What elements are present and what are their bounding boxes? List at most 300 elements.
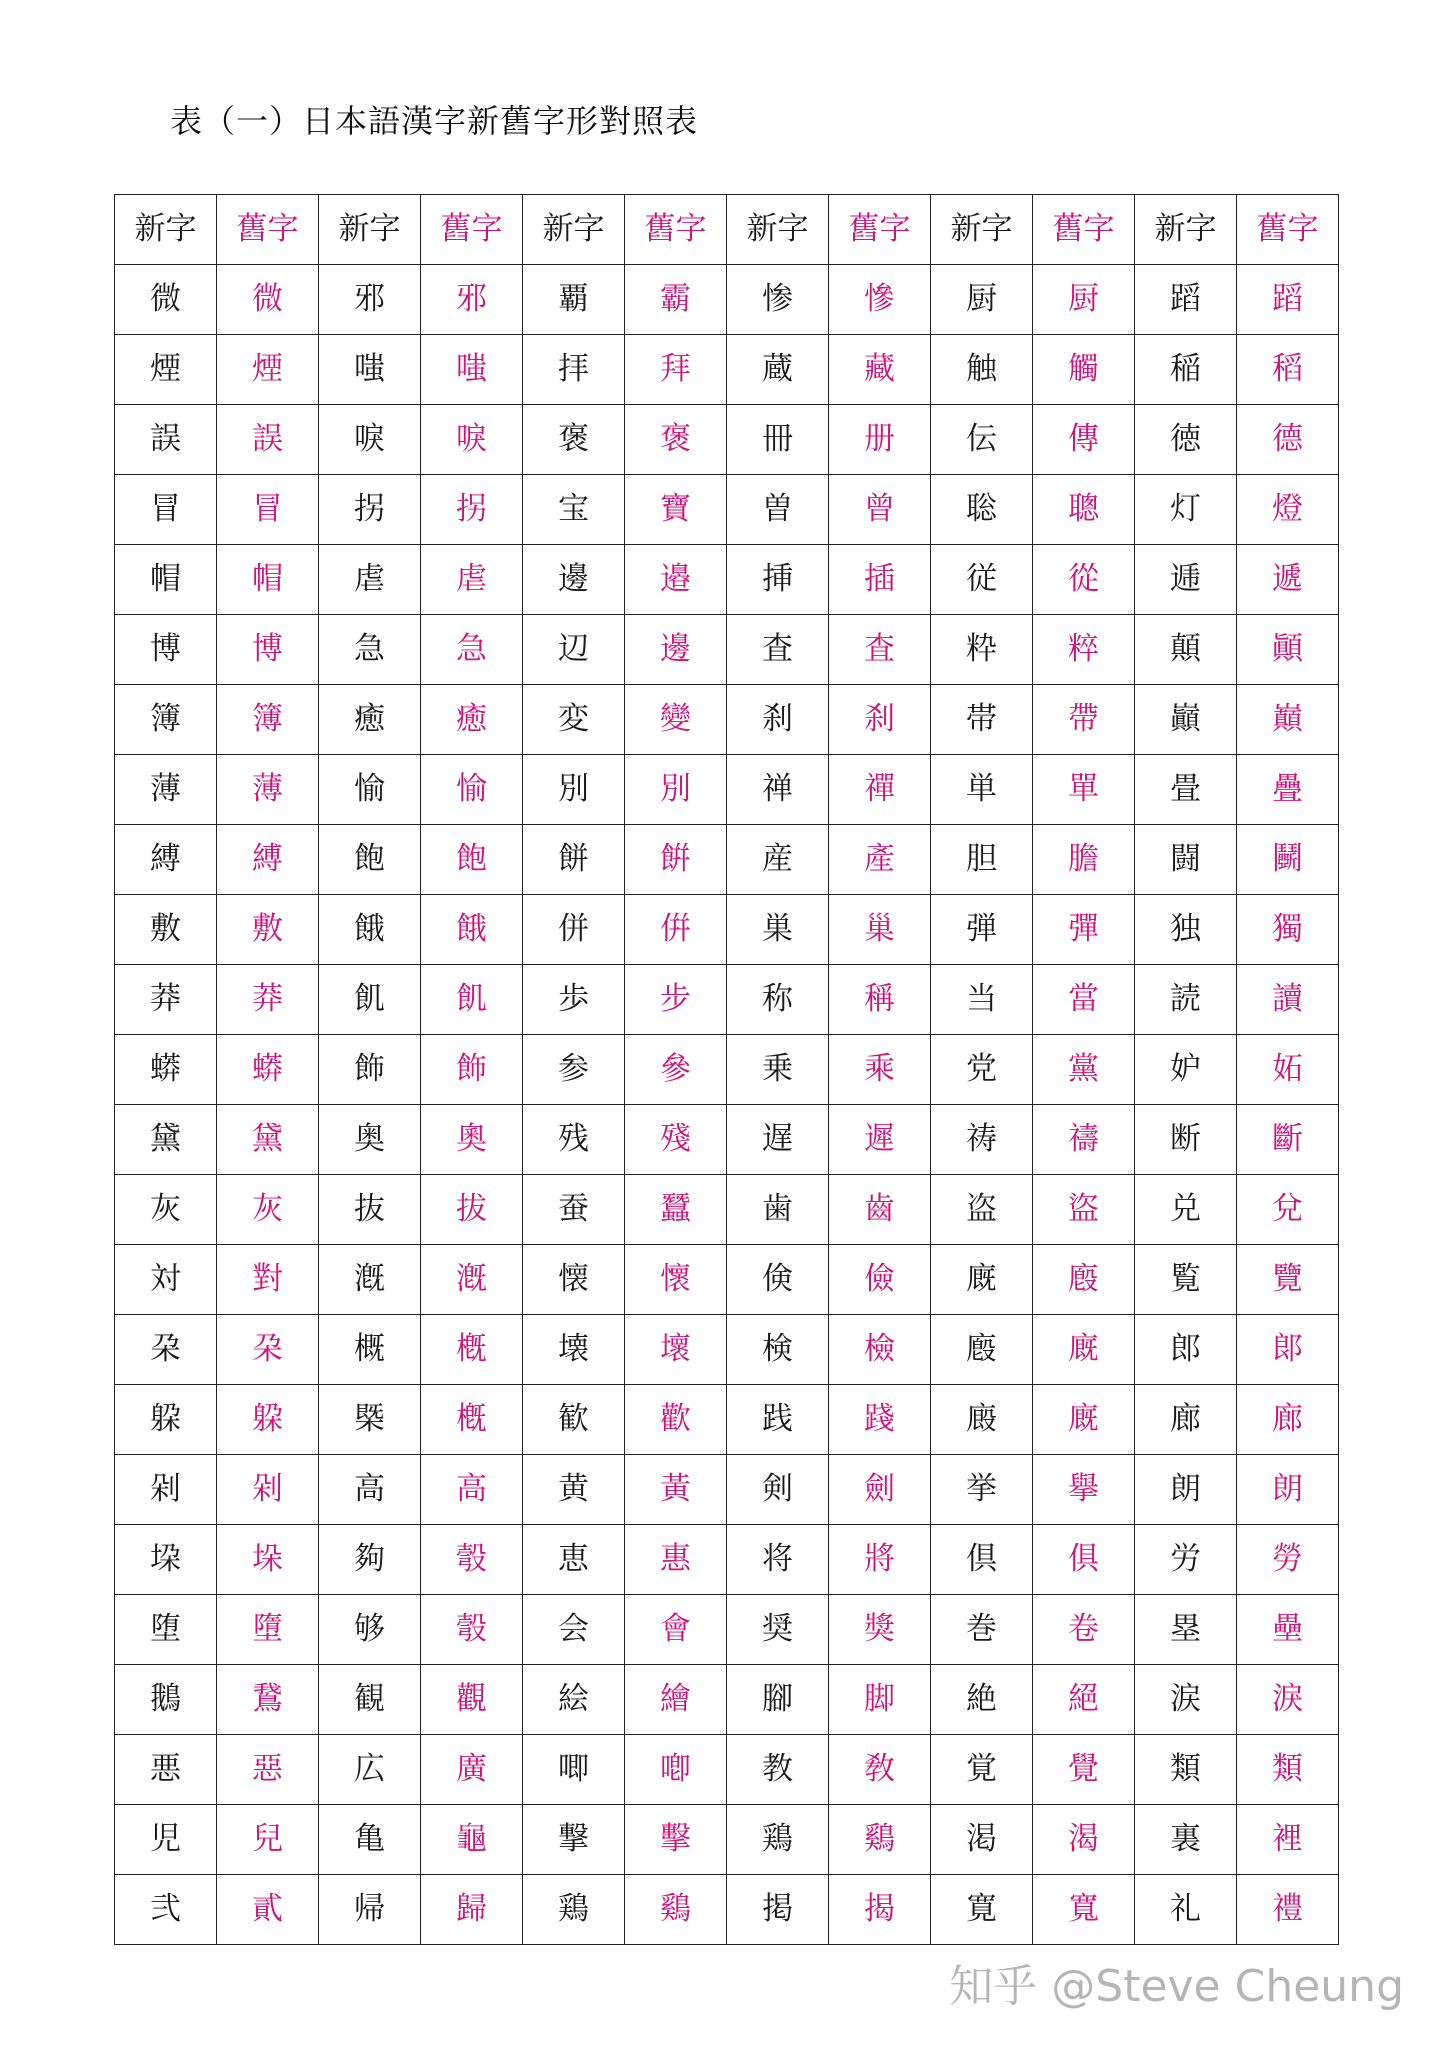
old-char-cell: 飢 [421,965,523,1035]
new-char-cell: 残 [523,1105,625,1175]
new-char-cell: 敷 [115,895,217,965]
old-char-cell: 奧 [421,1105,523,1175]
old-char-cell: 獨 [1237,895,1339,965]
new-char-cell: 冊 [727,405,829,475]
old-char-cell: 單 [1033,755,1135,825]
new-char-cell: 堕 [115,1595,217,1665]
new-char-cell: 槩 [319,1385,421,1455]
old-char-cell: 讀 [1237,965,1339,1035]
old-char-cell: 飾 [421,1035,523,1105]
old-char-cell: 墮 [217,1595,319,1665]
new-char-cell: 撃 [523,1805,625,1875]
old-char-cell: 稱 [829,965,931,1035]
old-char-cell: 册 [829,405,931,475]
table-row [115,1875,1339,1945]
new-char-cell: 塁 [1135,1595,1237,1665]
new-char-cell: 蚕 [523,1175,625,1245]
old-char-cell: 霸 [625,265,727,335]
new-char-cell: 盗 [931,1175,1033,1245]
old-char-cell: 拐 [421,475,523,545]
old-char-cell: 帶 [1033,685,1135,755]
new-char-cell: 邊 [523,545,625,615]
old-char-cell: 產 [829,825,931,895]
old-char-cell: 步 [625,965,727,1035]
new-char-cell: 類 [1135,1735,1237,1805]
table-row [115,685,1339,755]
old-char-cell: 擊 [625,1805,727,1875]
old-char-cell: 龜 [421,1805,523,1875]
new-char-cell: 当 [931,965,1033,1035]
old-char-cell: 邉 [625,545,727,615]
old-char-cell: 垛 [217,1525,319,1595]
header-new-char: 新字 [1135,195,1237,265]
new-char-cell: 博 [115,615,217,685]
new-char-cell: 蟒 [115,1035,217,1105]
old-char-cell: 蠶 [625,1175,727,1245]
new-char-cell: 兑 [1135,1175,1237,1245]
new-char-cell: 剣 [727,1455,829,1525]
page-title: 表（一）日本語漢字新舊字形對照表 [170,102,699,140]
old-char-cell: 淚 [1237,1665,1339,1735]
table-row [115,1315,1339,1385]
table-row [115,405,1339,475]
old-char-cell: 會 [625,1595,727,1665]
table-row [115,1735,1339,1805]
new-char-cell: 伝 [931,405,1033,475]
new-char-cell: 飽 [319,825,421,895]
new-char-cell: 礼 [1135,1875,1237,1945]
old-char-cell: 廣 [421,1735,523,1805]
new-char-cell: 郎 [1135,1315,1237,1385]
old-char-cell: 彈 [1033,895,1135,965]
new-char-cell: 倶 [931,1525,1033,1595]
new-char-cell: 帯 [931,685,1033,755]
old-char-cell: 寬 [1033,1875,1135,1945]
new-char-cell: 急 [319,615,421,685]
old-char-cell: 査 [829,615,931,685]
new-char-cell: 簿 [115,685,217,755]
old-char-cell: 揭 [829,1875,931,1945]
old-char-cell: 拔 [421,1175,523,1245]
new-char-cell: 断 [1135,1105,1237,1175]
old-char-cell: 漑 [421,1245,523,1315]
old-char-cell: 檢 [829,1315,931,1385]
header-new-char: 新字 [115,195,217,265]
old-char-cell: 廊 [1237,1385,1339,1455]
new-char-cell: 聡 [931,475,1033,545]
new-char-cell: 黛 [115,1105,217,1175]
new-char-cell: 嗤 [319,335,421,405]
new-char-cell: 漑 [319,1245,421,1315]
new-char-cell: 弾 [931,895,1033,965]
new-char-cell: 査 [727,615,829,685]
old-char-cell: 薄 [217,755,319,825]
new-char-cell: 厨 [931,265,1033,335]
old-char-cell: 覽 [1237,1245,1339,1315]
new-char-cell: 廏 [931,1315,1033,1385]
old-char-cell: 壘 [1237,1595,1339,1665]
new-char-cell: 餅 [523,825,625,895]
new-char-cell: 労 [1135,1525,1237,1595]
old-char-cell: 膽 [1033,825,1135,895]
watermark: 知乎 @Steve Cheung [949,1961,1404,2012]
old-char-cell: 妬 [1237,1035,1339,1105]
new-char-cell: 朶 [115,1315,217,1385]
old-char-cell: 縛 [217,825,319,895]
old-char-cell: 絕 [1033,1665,1135,1735]
new-char-cell: 巓 [1135,685,1237,755]
old-char-cell: 急 [421,615,523,685]
new-char-cell: 践 [727,1385,829,1455]
new-char-cell: 微 [115,265,217,335]
old-char-cell: 勞 [1237,1525,1339,1595]
old-char-cell: 惠 [625,1525,727,1595]
old-char-cell: 虐 [421,545,523,615]
old-char-cell: 獎 [829,1595,931,1665]
new-char-cell: 愉 [319,755,421,825]
new-char-cell: 裏 [1135,1805,1237,1875]
old-char-cell: 乘 [829,1035,931,1105]
new-char-cell: 惨 [727,265,829,335]
new-char-cell: 参 [523,1035,625,1105]
old-char-cell: 莽 [217,965,319,1035]
old-char-cell: 裡 [1237,1805,1339,1875]
new-char-cell: 亀 [319,1805,421,1875]
new-char-cell: 絵 [523,1665,625,1735]
new-char-cell: 薄 [115,755,217,825]
table-row [115,1105,1339,1175]
old-char-cell: 貳 [217,1875,319,1945]
old-char-cell: 帽 [217,545,319,615]
old-char-cell: 對 [217,1245,319,1315]
new-char-cell: 悪 [115,1735,217,1805]
new-char-cell: 恵 [523,1525,625,1595]
old-char-cell: 博 [217,615,319,685]
new-char-cell: 覇 [523,265,625,335]
table-row [115,1035,1339,1105]
new-char-cell: 児 [115,1805,217,1875]
new-char-cell: 弐 [115,1875,217,1945]
old-char-cell: 鵞 [217,1665,319,1735]
new-char-cell: 妒 [1135,1035,1237,1105]
new-char-cell: 胆 [931,825,1033,895]
new-char-cell: 産 [727,825,829,895]
old-char-cell: 敷 [217,895,319,965]
new-char-cell: 廐 [931,1245,1033,1315]
table-row [115,545,1339,615]
new-char-cell: 党 [931,1035,1033,1105]
old-char-cell: 朶 [217,1315,319,1385]
new-char-cell: 涙 [1135,1665,1237,1735]
new-char-cell: 鶏 [727,1805,829,1875]
table-row [115,1595,1339,1665]
old-char-cell: 歸 [421,1875,523,1945]
new-char-cell: 単 [931,755,1033,825]
new-char-cell: 歓 [523,1385,625,1455]
old-char-cell: 渴 [1033,1805,1135,1875]
new-char-cell: 虐 [319,545,421,615]
header-new-char: 新字 [319,195,421,265]
new-char-cell: 蹈 [1135,265,1237,335]
new-char-cell: 拝 [523,335,625,405]
old-char-cell: 繪 [625,1665,727,1735]
new-char-cell: 縛 [115,825,217,895]
new-char-cell: 乗 [727,1035,829,1105]
old-char-cell: 鷄 [829,1805,931,1875]
table-row [115,335,1339,405]
header-old-char: 舊字 [217,195,319,265]
old-char-cell: 變 [625,685,727,755]
new-char-cell: 廄 [931,1385,1033,1455]
new-char-cell: 飢 [319,965,421,1035]
old-char-cell: 從 [1033,545,1135,615]
old-char-cell: 禱 [1033,1105,1135,1175]
new-char-cell: 独 [1135,895,1237,965]
old-char-cell: 槪 [421,1385,523,1455]
new-char-cell: 畳 [1135,755,1237,825]
table-row [115,1245,1339,1315]
new-char-cell: 褒 [523,405,625,475]
new-char-cell: 巻 [931,1595,1033,1665]
new-char-cell: 夠 [319,1525,421,1595]
old-char-cell: 兒 [217,1805,319,1875]
new-char-cell: 顛 [1135,615,1237,685]
new-char-cell: 邪 [319,265,421,335]
old-char-cell: 儉 [829,1245,931,1315]
new-char-cell: 腳 [727,1665,829,1735]
old-char-cell: 邊 [625,615,727,685]
table-row [115,1665,1339,1735]
old-char-cell: 厨 [1033,265,1135,335]
old-char-cell: 廏 [1033,1245,1135,1315]
old-char-cell: 參 [625,1035,727,1105]
header-old-char: 舊字 [421,195,523,265]
old-char-cell: 顚 [1237,615,1339,685]
old-char-cell: 盜 [1033,1175,1135,1245]
old-char-cell: 蹈 [1237,265,1339,335]
table-row [115,265,1339,335]
old-char-cell: 類 [1237,1735,1339,1805]
new-char-cell: 併 [523,895,625,965]
old-char-cell: 別 [625,755,727,825]
old-char-cell: 卷 [1033,1595,1135,1665]
table-row [115,615,1339,685]
header-new-char: 新字 [523,195,625,265]
table-body [115,195,1339,1945]
table-row [115,755,1339,825]
new-char-cell: 巣 [727,895,829,965]
header-old-char: 舊字 [1237,195,1339,265]
new-char-cell: 稲 [1135,335,1237,405]
new-char-cell: 寛 [931,1875,1033,1945]
old-char-cell: 觸 [1033,335,1135,405]
old-char-cell: 壞 [625,1315,727,1385]
old-char-cell: 槪 [421,1315,523,1385]
table-row [115,825,1339,895]
header-old-char: 舊字 [829,195,931,265]
new-char-cell: 飾 [319,1035,421,1105]
old-char-cell: 嗤 [421,335,523,405]
header-new-char: 新字 [931,195,1033,265]
old-char-cell: 彀 [421,1595,523,1665]
old-char-cell: 鬭 [1237,825,1339,895]
old-char-cell: 將 [829,1525,931,1595]
header-old-char: 舊字 [1033,195,1135,265]
old-char-cell: 觀 [421,1665,523,1735]
new-char-cell: 鶏 [523,1875,625,1945]
table-row [115,1805,1339,1875]
new-char-cell: 従 [931,545,1033,615]
table-row [115,965,1339,1035]
new-char-cell: 覚 [931,1735,1033,1805]
new-char-cell: 廊 [1135,1385,1237,1455]
old-char-cell: 踐 [829,1385,931,1455]
old-char-cell: 覺 [1033,1735,1135,1805]
old-char-cell: 巢 [829,895,931,965]
old-char-cell: 喞 [625,1735,727,1805]
table-row [115,475,1339,545]
old-char-cell: 餓 [421,895,523,965]
new-char-cell: 歩 [523,965,625,1035]
old-char-cell: 齒 [829,1175,931,1245]
old-char-cell: 倂 [625,895,727,965]
old-char-cell: 灰 [217,1175,319,1245]
new-char-cell: 帽 [115,545,217,615]
old-char-cell: 煙 [217,335,319,405]
new-char-cell: 禅 [727,755,829,825]
new-char-cell: 剁 [115,1455,217,1525]
old-char-cell: 脚 [829,1665,931,1735]
old-char-cell: 邪 [421,265,523,335]
new-char-cell: 変 [523,685,625,755]
old-char-cell: 餠 [625,825,727,895]
new-char-cell: 観 [319,1665,421,1735]
old-char-cell: 褒 [625,405,727,475]
old-char-cell: 禪 [829,755,931,825]
new-char-cell: 渇 [931,1805,1033,1875]
new-char-cell: 祷 [931,1105,1033,1175]
old-char-cell: 遲 [829,1105,931,1175]
new-char-cell: 灰 [115,1175,217,1245]
old-char-cell: 拜 [625,335,727,405]
old-char-cell: 藏 [829,335,931,405]
old-char-cell: 聰 [1033,475,1135,545]
new-char-cell: 将 [727,1525,829,1595]
new-char-cell: 挙 [931,1455,1033,1525]
new-char-cell: 蔵 [727,335,829,405]
old-char-cell: 廐 [1033,1385,1135,1455]
old-char-cell: 冒 [217,475,319,545]
old-char-cell: 黨 [1033,1035,1135,1105]
old-char-cell: 誤 [217,405,319,475]
new-char-cell: 概 [319,1315,421,1385]
new-char-cell: 曽 [727,475,829,545]
old-char-cell: 劍 [829,1455,931,1525]
new-char-cell: 灯 [1135,475,1237,545]
new-char-cell: 広 [319,1735,421,1805]
new-char-cell: 躱 [115,1385,217,1455]
new-char-cell: 煙 [115,335,217,405]
new-char-cell: 懐 [523,1245,625,1315]
new-char-cell: 鵝 [115,1665,217,1735]
old-char-cell: 粹 [1033,615,1135,685]
character-comparison-table [114,194,1339,1945]
new-char-cell: 拐 [319,475,421,545]
new-char-cell: 壊 [523,1315,625,1385]
old-char-cell: 兌 [1237,1175,1339,1245]
new-char-cell: 闘 [1135,825,1237,895]
new-char-cell: 奥 [319,1105,421,1175]
table-row [115,1175,1339,1245]
new-char-cell: 触 [931,335,1033,405]
new-char-cell: 会 [523,1595,625,1665]
old-char-cell: 俱 [1033,1525,1135,1595]
old-char-cell: 曾 [829,475,931,545]
old-char-cell: 刹 [829,685,931,755]
old-char-cell: 敎 [829,1735,931,1805]
new-char-cell: 倹 [727,1245,829,1315]
new-char-cell: 癒 [319,685,421,755]
table-row [115,1525,1339,1595]
old-char-cell: 郞 [1237,1315,1339,1385]
new-char-cell: 挿 [727,545,829,615]
header-old-char: 舊字 [625,195,727,265]
new-char-cell: 教 [727,1735,829,1805]
old-char-cell: 燈 [1237,475,1339,545]
new-char-cell: 抜 [319,1175,421,1245]
header-row [115,195,1339,265]
new-char-cell: 唳 [319,405,421,475]
old-char-cell: 稻 [1237,335,1339,405]
old-char-cell: 擧 [1033,1455,1135,1525]
old-char-cell: 遞 [1237,545,1339,615]
new-char-cell: 絶 [931,1665,1033,1735]
old-char-cell: 躱 [217,1385,319,1455]
old-char-cell: 高 [421,1455,523,1525]
new-char-cell: 対 [115,1245,217,1315]
old-char-cell: 微 [217,265,319,335]
new-char-cell: 読 [1135,965,1237,1035]
new-char-cell: 粋 [931,615,1033,685]
new-char-cell: 覧 [1135,1245,1237,1315]
new-char-cell: 誤 [115,405,217,475]
old-char-cell: 唳 [421,405,523,475]
old-char-cell: 癒 [421,685,523,755]
new-char-cell: 帰 [319,1875,421,1945]
old-char-cell: 當 [1033,965,1135,1035]
old-char-cell: 慘 [829,265,931,335]
old-char-cell: 殘 [625,1105,727,1175]
old-char-cell: 惡 [217,1735,319,1805]
old-char-cell: 朗 [1237,1455,1339,1525]
old-char-cell: 蟒 [217,1035,319,1105]
table-row [115,895,1339,965]
old-char-cell: 傳 [1033,405,1135,475]
old-char-cell: 德 [1237,405,1339,475]
new-char-cell: 黄 [523,1455,625,1525]
new-char-cell: 垜 [115,1525,217,1595]
new-char-cell: 掲 [727,1875,829,1945]
new-char-cell: 辺 [523,615,625,685]
old-char-cell: 歡 [625,1385,727,1455]
new-char-cell: 奨 [727,1595,829,1665]
old-char-cell: 愉 [421,755,523,825]
new-char-cell: 別 [523,755,625,825]
old-char-cell: 飽 [421,825,523,895]
old-char-cell: 懷 [625,1245,727,1315]
old-char-cell: 巔 [1237,685,1339,755]
old-char-cell: 黃 [625,1455,727,1525]
